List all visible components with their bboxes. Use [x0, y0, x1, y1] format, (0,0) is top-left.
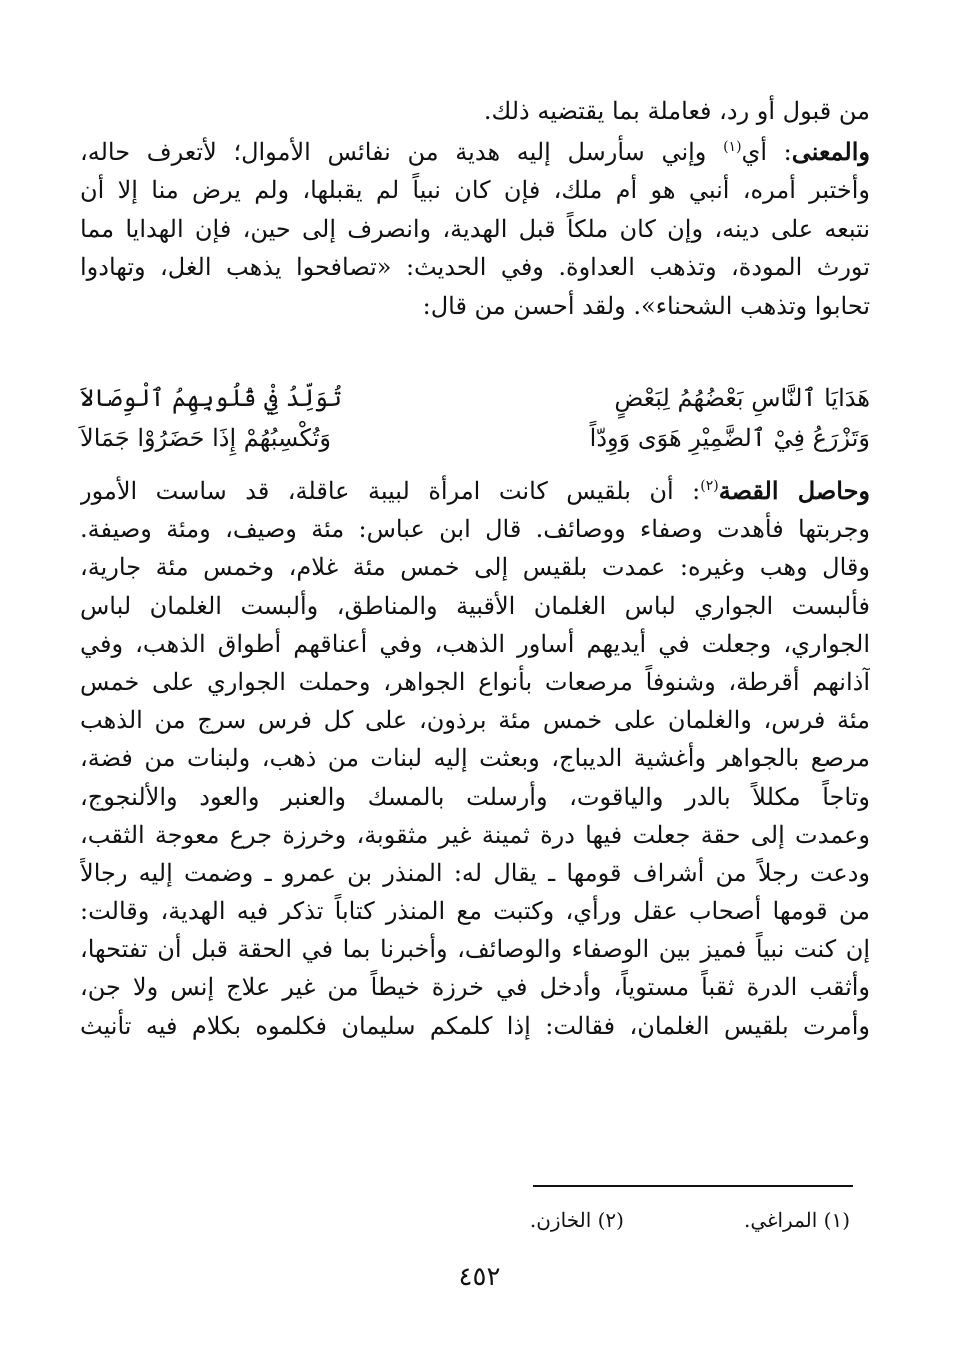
- story-line: وتاجاً مكللاً بالدر والياقوت، وأرسلت بالمسك والعنبر والعود والألنجوج،: [80, 782, 870, 811]
- meaning-line: تحابوا وتذهب الشحناء». ولقد أحسن من قال:: [422, 291, 870, 320]
- meaning-line: وأختبر أمره، أنبي هو أم ملك، فإن كان نبياً لم يقبلها، ولم يرض منا إلا أن: [80, 176, 870, 205]
- story-line: مرصع بالجواهر وأغشية الديباج، وبعثت إليه لبنات من ذهب، ولبنات من فضة،: [80, 744, 870, 773]
- footnotes: [330, 1208, 850, 1232]
- story-line: وأثقب الدرة ثقباً مستوياً، وأدخل في خرزة خيطاً من غير علاج إنس ولا جن،: [80, 973, 870, 1002]
- footnote-divider: [533, 1185, 853, 1187]
- story-line: ودعت رجلاً من أشراف قومها ـ يقال له: المنذر بن عمرو ـ وضمت إليه رجالاً: [80, 858, 870, 887]
- meaning-label: والمعنى: [791, 136, 870, 166]
- footnote-ref-1: (١): [723, 138, 742, 155]
- story-line: من قومها أصحاب عقل ورأي، وكتبت مع المنذر كتاباً تذكر فيه الهدية، وقالت:: [80, 897, 870, 926]
- story-label: وحاصل القصة: [718, 476, 870, 505]
- story-line: وعمدت إلى حقة جعلت فيها درة ثمينة غير مثقوبة، وخرزة جرع معوجة الثقب،: [80, 820, 870, 849]
- main-text-story: [80, 472, 870, 1045]
- footnote-2: (٢) الخازن.: [529, 1208, 624, 1232]
- story-first-line: [80, 472, 870, 510]
- poem-verse: [80, 378, 870, 418]
- footnote-ref-2: (٢): [700, 478, 719, 494]
- footnote-1: (١) المراغي.: [743, 1208, 850, 1232]
- meaning-first-line: [80, 133, 870, 172]
- page-number: ٤٥٢: [458, 1262, 501, 1292]
- story-line: وجربتها فأهدت وصفاء ووصائف. قال ابن عباس: مئة وصيف، ومئة وصيفة.: [80, 515, 870, 544]
- story-line: فألبست الجواري لباس الغلمان الأقبية والمناطق، وألبست الغلمان لباس: [80, 591, 870, 620]
- story-line: وقال وهب وغيره: عمدت بلقيس إلى خمس مئة غلام، وخمس مئة جارية،: [80, 553, 870, 582]
- story-line: مئة فرس، والغلمان على خمس مئة برذون، على كل فرس سرج من الذهب: [80, 706, 870, 735]
- story-line: وأمرت بلقيس الغلمان، فقالت: إذا كلمكم سليمان فكلموه بكلام فيه تأنيث: [80, 1011, 870, 1040]
- story-line: آذانهم أقرطة، وشنوفاً مرصعات بأنواع الجواهر، وحملت الجواري على خمس: [80, 667, 870, 696]
- meaning-line: نتبعه على دينه، وإن كان ملكاً قبل الهدية، وانصرف إلى حين، فإن الهدايا مما: [80, 214, 870, 243]
- poem-second-hemistich: وَتُكْسِبُهُمْ إِذَا حَضَرُوْا جَمَالاَ: [80, 424, 331, 452]
- meaning-line: تورث المودة، وتذهب العداوة. وفي الحديث: «تصافحوا يذهب الغل، وتهادوا: [80, 253, 870, 282]
- poem-first-hemistich: هَدَايَا ٱلنَّاسِ بَعْضُهُمُ لِبَعْضٍ: [614, 384, 870, 412]
- poem: [80, 378, 870, 458]
- story-line: إن كنت نبياً فميز بين الوصفاء والوصائف، وأخبرنا بما في الحقة قبل أن تفتحها،: [80, 935, 870, 964]
- meaning-first-tail: وإني سأرسل إليه هدية من نفائس الأموال؛ لأتعرف حاله،: [80, 137, 724, 166]
- poem-verse: [80, 418, 870, 458]
- poem-second-hemistich: تُوَلِّدُ فِيْ قُلُوبِهِمُ ٱلْوِصَالاَ: [80, 384, 342, 412]
- intro-line: من قبول أو رد، فعاملة بما يقتضيه ذلك.: [483, 97, 870, 125]
- main-text-top: [80, 92, 870, 326]
- story-first-tail: : أن بلقيس كانت امرأة لبيبة عاقلة، قد ساست الأمور: [80, 477, 701, 505]
- poem-first-hemistich: وَتَزْرَعُ فِيْ ٱلضَّمِيْرِ هَوَى وَوِدّاً: [589, 424, 870, 452]
- story-line: الجواري، وجعلت في أيديهم أساور الذهب، وفي أعناقهم أطواق الذهب، وفي: [80, 629, 870, 658]
- meaning-first-rest: : أي: [741, 137, 792, 166]
